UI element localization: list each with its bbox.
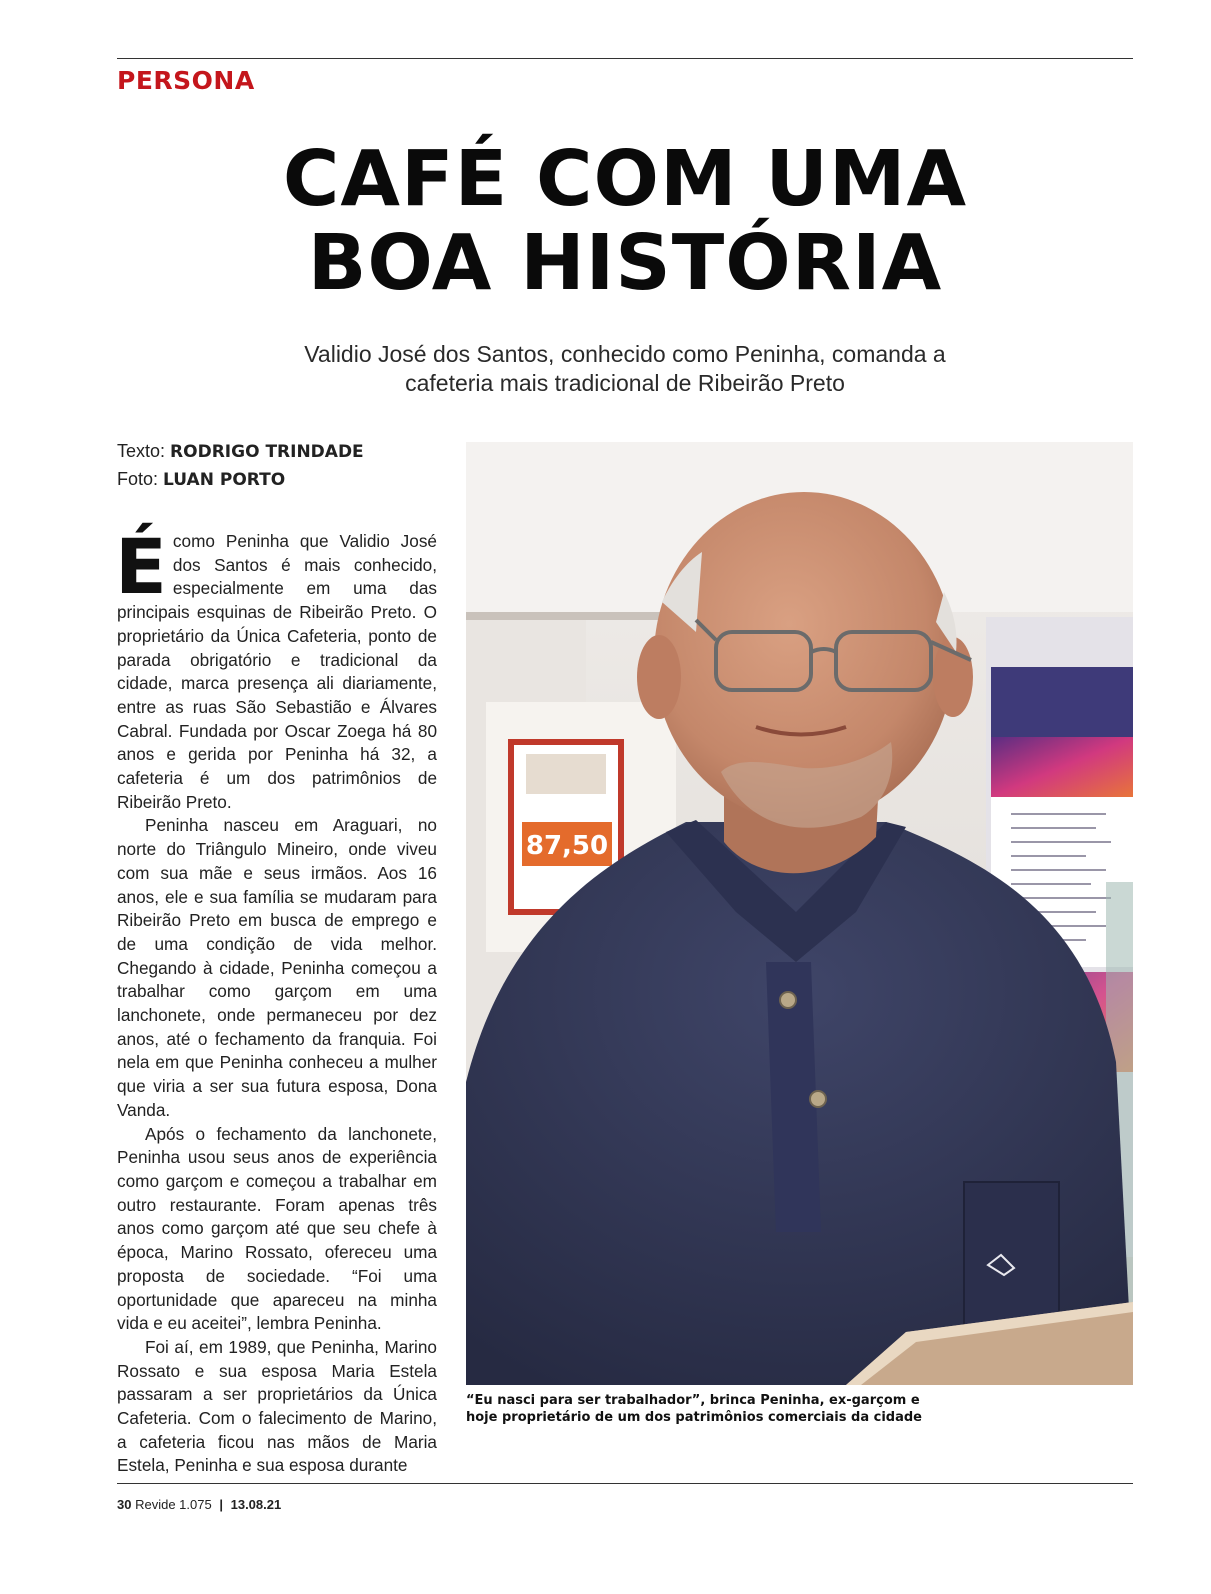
page-number: 30 [117,1497,132,1512]
top-rule [117,58,1133,59]
caption-line-2: hoje proprietário de um dos patrimônios comerciais da cidade [466,1410,922,1425]
issue-date: 13.08.21 [230,1497,282,1512]
article-paragraph-3: Após o fechamento da lanchonete, Peninha usou seus anos de experiência como garçom e começou a trabalhar em outro restaurante. Foram apenas três anos como garçom até que seu chefe à época, Marino Rossato, ofereceu uma proposta de sociedade. “Foi uma oportunidade que apareceu na minha vida e eu aceitei”, lembra Peninha. [117,1123,437,1334]
article-paragraph-1-text: como Peninha que Validio José dos Santos é mais conhecido, especialmente em uma das principais esquinas de Ribeirão Preto. O proprietário da Única Cafeteria, ponto de parada obrigatório e tradicional da cidade, marca presença ali diariamente, entre as ruas São Sebastião e Álvares Cabral. Fundada por Oscar Zoega há 80 anos e gerida por Peninha há 32, a cafeteria é um dos patrimônios de Ribeirão Preto. [117,531,437,812]
photo-caption [466,1392,1133,1426]
text-credit-author: RODRIGO TRINDADE [170,442,364,462]
photo-credit [117,466,364,494]
page-footer [117,1497,281,1512]
byline [117,438,364,494]
magazine-issue: Revide 1.075 [135,1497,212,1512]
text-credit-label: Texto: [117,441,166,461]
photo-credit-label: Foto: [117,469,159,489]
portrait-illustration [466,442,1133,1385]
headline [117,135,1133,308]
bottom-rule [117,1483,1133,1484]
portrait-photo [466,442,1133,1385]
drop-cap: É [115,522,167,611]
article-paragraph-2: Peninha nasceu em Araguari, no norte do Triângulo Mineiro, onde viveu com sua mãe e seus irmãos. Aos 16 anos, ele e sua família se mudaram para Ribeirão Preto em busca de emprego e de uma condição de vida melhor. Chegando à cidade, Peninha começou a trabalhar como garçom em uma lanchonete, onde permaneceu por dez anos, até o fechamento da franquia. Foi nela em que Peninha conheceu a mulher que viria a ser sua futura esposa, Dona Vanda. [117,815,437,1120]
subheadline-line-2: cafeteria mais tradicional de Ribeirão Preto [405,370,845,396]
article-paragraph-1 [115,522,437,814]
photo-credit-author: LUAN PORTO [163,470,286,490]
headline-line-2: BOA HISTÓRIA [307,219,943,308]
caption-line-1: “Eu nasci para ser trabalhador”, brinca Peninha, ex-garçom e [466,1393,920,1408]
text-credit [117,438,364,466]
subheadline [250,340,1000,398]
section-label: PERSONA [117,66,255,95]
article-body [115,522,437,1476]
subheadline-line-1: Validio José dos Santos, conhecido como Peninha, comanda a [304,341,946,367]
footer-separator: | [219,1497,223,1512]
headline-line-1: CAFÉ COM UMA [282,135,968,224]
article-paragraph-4: Foi aí, em 1989, que Peninha, Marino Rossato e sua esposa Maria Estela passaram a ser proprietários da Única Cafeteria. Com o falecimento de Marino, a cafeteria ficou nas mãos de Maria Estela, Peninha e sua esposa durante [117,1336,437,1476]
sign-price: 87,50 [525,831,609,861]
